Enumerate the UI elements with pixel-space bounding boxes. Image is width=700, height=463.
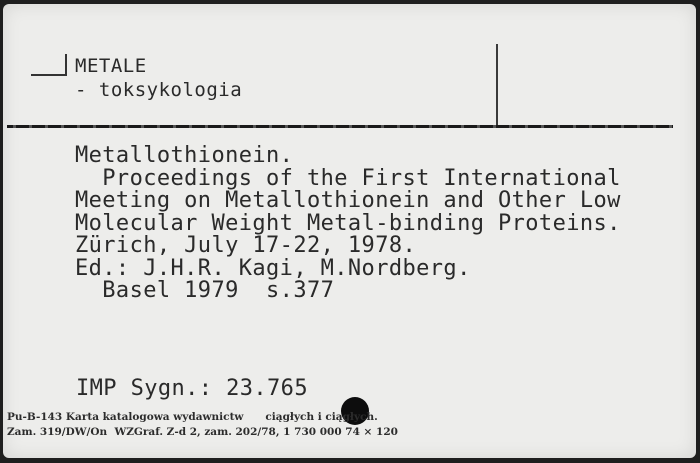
card-corner-mark: [31, 54, 67, 76]
card-printer-footer: [7, 410, 527, 440]
subject-heading-subdivision: - toksykologia: [75, 79, 243, 101]
subject-heading-main: METALE: [75, 55, 147, 77]
bibliographic-entry: [75, 145, 685, 303]
entry-line: Metallothionein.: [75, 143, 294, 168]
footer-line-2: Zam. 319/DW/On WZGraf. Z-d 2, zam. 202/78, 1 730 000 74 × 120: [7, 426, 398, 438]
entry-line: Meeting on Metallothionein and Other Low: [75, 188, 621, 213]
entry-line: Ed.: J.H.R. Kagi, M.Nordberg.: [75, 255, 471, 281]
entry-line: Molecular Weight Metal-binding Proteins.: [75, 210, 621, 236]
call-number: IMP Sygn.: 23.765: [76, 376, 308, 401]
entry-line: Basel 1979 s.377: [75, 278, 335, 303]
header-divider-vertical: [496, 44, 498, 126]
subject-heading: [75, 54, 242, 102]
entry-line: Proceedings of the First International: [75, 165, 621, 191]
entry-line: Zürich, July 17-22, 1978.: [75, 233, 417, 258]
header-rule: [7, 125, 673, 128]
catalog-card: [3, 4, 696, 458]
footer-line-1: Pu-B-143 Karta katalogowa wydawnictw ciągłych i ciągłych.: [7, 411, 378, 423]
